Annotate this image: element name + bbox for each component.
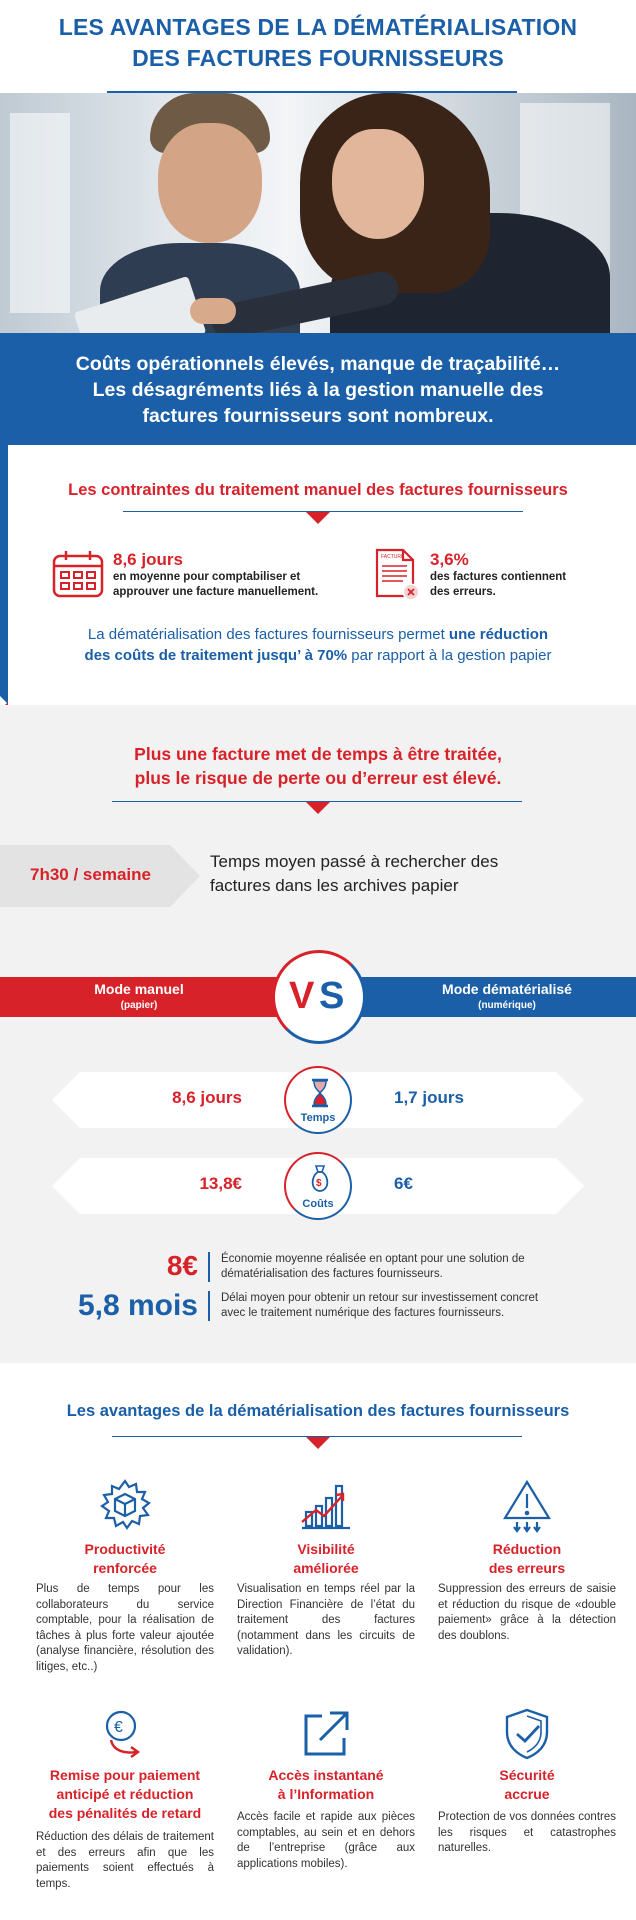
time-badge <box>284 1066 352 1134</box>
reduction-text: par rapport à la gestion papier <box>347 647 552 664</box>
search-time-desc <box>210 850 550 898</box>
manual-mode-title: Mode manuel <box>94 981 184 997</box>
constraints-section <box>0 445 636 705</box>
intro-line: factures fournisseurs sont nombreux. <box>142 405 494 427</box>
stat-processing-time <box>113 550 318 600</box>
manual-mode-band <box>0 977 318 1017</box>
roi-value: 5,8 mois <box>77 1289 198 1322</box>
advantage-title-line: renforcée <box>93 1560 157 1576</box>
digital-mode-title: Mode dématérialisé <box>442 981 572 997</box>
intro-line: Coûts opérationnels élevés, manque de traçabilité… <box>75 353 561 375</box>
header <box>0 0 636 92</box>
advantage-text: Visualisation en temps réel par la Direction Financière de l’état du traitement des factures (notamment dans les circuits de validation). <box>237 1583 415 1657</box>
search-time-value: 7h30 / semaine <box>30 865 151 884</box>
advantage-text: Accès facile et rapide aux pièces comptables, au sein et en dehors de l’entreprise (grâce aux applications mobiles). <box>237 1811 415 1870</box>
roi-line: avec le traitement numérique des factures fournisseurs. <box>221 1307 505 1319</box>
cost-reduction-text <box>40 624 596 666</box>
advantage-text: Protection de vos données contres les risques et catastrophes naturelles. <box>438 1811 616 1854</box>
digital-mode-sub: (numérique) <box>478 1000 536 1011</box>
advantage-icon-wrap <box>438 1706 616 1766</box>
digital-value: 1,7 jours <box>394 1088 464 1107</box>
advantages-title: Les avantages de la dématérialisation des factures fournisseurs <box>66 1402 570 1420</box>
reduction-highlight: une réduction <box>448 626 549 643</box>
advantage-text: Suppression des erreurs de saisie et réduction du risque de «double paiement» grâce à la détection des doublons. <box>438 1583 616 1642</box>
advantage-icon-wrap <box>36 1706 214 1766</box>
manual-value: 13,8€ <box>199 1174 242 1193</box>
window-reflection <box>10 113 70 313</box>
hourglass-icon <box>310 1078 330 1108</box>
versus-v: V <box>289 975 314 1017</box>
advantage-text: Plus de temps pour les collaborateurs du service comptable, pour la réalisation de tâches à plus forte valeur ajoutée (analyse financière, résolution des litiges, etc..) <box>36 1583 214 1673</box>
stat-error-rate <box>430 550 566 600</box>
advantage-title <box>237 1540 415 1578</box>
pointing-hand <box>190 298 236 324</box>
advantage-title-line: des pénalités de retard <box>48 1805 202 1821</box>
title-line-2: DES FACTURES FOURNISSEURS <box>132 45 504 71</box>
shield-check-icon <box>499 1706 555 1762</box>
risk-title-line: plus le risque de perte ou d’erreur est élevé. <box>134 768 502 788</box>
warning-icon <box>499 1478 555 1534</box>
invoice-icon-label: FACTURE <box>381 554 405 560</box>
cost-badge <box>284 1152 352 1220</box>
advantage-instant-access <box>237 1706 415 1916</box>
calendar-icon <box>52 550 104 598</box>
reduction-text: La dématérialisation des factures fournisseurs permet <box>87 626 449 643</box>
manual-mode-sub: (papier) <box>120 1000 158 1011</box>
intro-band <box>0 333 636 445</box>
advantage-title-line: Réduction <box>492 1541 562 1557</box>
versus-s: S <box>319 975 345 1017</box>
section-marker <box>306 1437 330 1449</box>
stat-value: 8,6 jours <box>113 550 183 569</box>
advantage-title <box>438 1766 616 1804</box>
svg-text:€: € <box>114 1719 123 1736</box>
advantage-productivity <box>36 1478 214 1678</box>
risk-title-line: Plus une facture met de temps à être traitée, <box>134 744 502 764</box>
advantage-icon-wrap <box>36 1478 214 1538</box>
title-line-1: LES AVANTAGES DE LA DÉMATÉRIALISATION <box>58 14 578 40</box>
advantage-title-line: Accès instantané <box>268 1767 384 1783</box>
arrow-head <box>170 845 200 907</box>
advantage-icon-wrap <box>237 1706 415 1766</box>
advantage-title <box>36 1766 214 1823</box>
advantage-icon-wrap <box>438 1478 616 1538</box>
gear-box-icon <box>97 1478 153 1534</box>
roi-divider <box>208 1291 210 1321</box>
advantage-title-line: Visibilité <box>297 1541 355 1557</box>
search-time-line: Temps moyen passé à rechercher des <box>210 852 499 871</box>
advantage-error-reduction <box>438 1478 616 1678</box>
stat-desc: approuver une facture manuellement. <box>113 586 319 598</box>
time-label: Temps <box>300 1112 336 1124</box>
advantage-visibility <box>237 1478 415 1678</box>
man-figure <box>158 123 262 243</box>
euro-arrow-icon <box>97 1706 153 1762</box>
advantage-title-line: Sécurité <box>499 1767 555 1783</box>
woman-figure <box>332 129 424 239</box>
constraints-title: Les contraintes du traitement manuel des factures fournisseurs <box>68 481 568 499</box>
growth-chart-icon <box>298 1478 354 1534</box>
savings-line: dématérialisation des factures fournisseurs. <box>221 1268 443 1280</box>
savings-desc <box>221 1252 561 1282</box>
cost-label: Coûts <box>302 1198 334 1210</box>
advantage-early-payment <box>36 1706 214 1916</box>
search-time-arrow <box>0 845 200 907</box>
stat-desc: des erreurs. <box>430 586 496 598</box>
advantage-title-line: anticipé et réduction <box>56 1786 194 1802</box>
savings-line: Économie moyenne réalisée en optant pour une solution de <box>221 1253 525 1265</box>
roi-line: Délai moyen pour obtenir un retour sur investissement concret <box>221 1292 539 1304</box>
advantage-title-line: à l’Information <box>277 1786 375 1802</box>
intro-line: Les désagréments liés à la gestion manuelle des <box>92 379 544 401</box>
risk-title <box>0 742 636 790</box>
advantage-title <box>438 1540 616 1578</box>
stat-desc: en moyenne pour comptabiliser et <box>113 571 301 583</box>
section-marker <box>306 512 330 524</box>
advantage-title-line: Productivité <box>84 1541 166 1557</box>
advantage-icon-wrap <box>237 1478 415 1538</box>
advantage-title <box>36 1540 214 1578</box>
reduction-highlight: des coûts de traitement jusqu’ à 70% <box>84 647 348 664</box>
advantage-title-line: accrue <box>504 1786 550 1802</box>
digital-value: 6€ <box>394 1174 413 1193</box>
stat-value: 3,6% <box>430 550 469 569</box>
money-bag-icon <box>310 1164 330 1194</box>
advantage-security <box>438 1706 616 1916</box>
invoice-error-icon <box>373 548 421 602</box>
advantage-title-line: des erreurs <box>488 1560 566 1576</box>
external-link-icon <box>298 1706 354 1762</box>
savings-value: 8€ <box>166 1250 198 1281</box>
advantage-title-line: améliorée <box>293 1560 359 1576</box>
versus-badge <box>272 950 366 1044</box>
business-people-photo <box>0 93 636 333</box>
roi-desc <box>221 1291 561 1321</box>
section-marker <box>306 802 330 814</box>
advantage-title <box>237 1766 415 1804</box>
advantage-text: Réduction des délais de traitement et des erreurs afin que les paiements soient effectués à temps. <box>36 1831 214 1890</box>
manual-value: 8,6 jours <box>172 1088 242 1107</box>
stat-desc: des factures contiennent <box>430 571 567 583</box>
advantage-title-line: Remise pour paiement <box>49 1767 201 1783</box>
search-time-line: factures dans les archives papier <box>210 876 459 895</box>
svg-text:$: $ <box>316 1178 322 1189</box>
page-title <box>0 12 636 74</box>
savings-divider <box>208 1252 210 1282</box>
intro-text <box>30 351 606 429</box>
